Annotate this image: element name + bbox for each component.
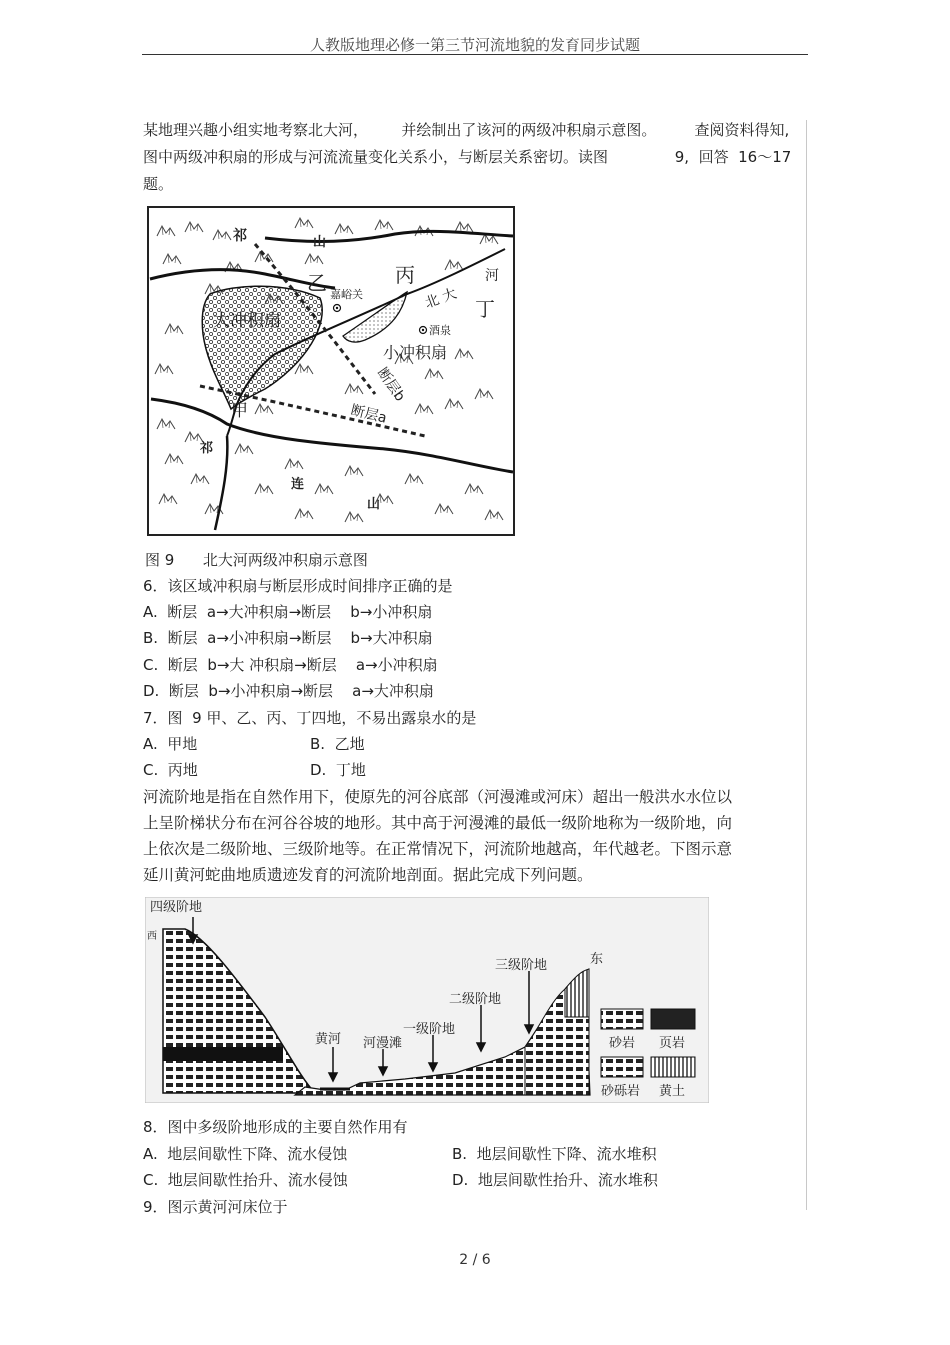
label-he: 河 <box>485 268 499 284</box>
page-number: 2 / 6 <box>459 1252 491 1268</box>
q6-option-b: B. 断层 a→小冲积扇→断层 b→大冲积扇 <box>143 629 433 647</box>
label-west: 西 <box>147 931 157 942</box>
river-terrace-profile <box>145 897 709 1103</box>
label-first-terrace: 一级阶地 <box>403 1022 456 1037</box>
legend-loess-swatch <box>651 1057 695 1077</box>
q8-option-c: C. 地层间歇性抬升、流水侵蚀 <box>143 1171 348 1189</box>
jiayuguan-dot <box>336 307 338 309</box>
q7-option-b: B. 乙地 <box>310 735 365 753</box>
legend-sandstone-swatch <box>601 1009 643 1029</box>
legend-conglomerate: 砂砾岩 <box>601 1084 641 1099</box>
label-shan-bottom: 山 <box>367 497 381 512</box>
label-lian: 连 <box>291 477 305 492</box>
margin-rule <box>806 120 807 1210</box>
q7-stem: 7．图 9 甲、乙、丙、丁四地，不易出露泉水的是 <box>143 709 477 727</box>
label-beida: 北 大 <box>422 285 459 312</box>
q8-option-d: D. 地层间歇性抬升、流水堆积 <box>452 1171 658 1189</box>
west-shale-band <box>163 1047 283 1061</box>
label-bing: 丙 <box>395 263 415 287</box>
q6-option-c: C. 断层 b→大 冲积扇→断层 a→小冲积扇 <box>143 656 438 674</box>
map-caption: 图 9 北大河两级冲积扇示意图 <box>145 551 368 569</box>
legend-loess: 黄土 <box>659 1084 686 1099</box>
intro-line-1: 某地理兴趣小组实地考察北大河， 并绘制出了该河的两级冲积扇示意图。 查阅资料得知, <box>143 121 790 139</box>
legend-shale: 页岩 <box>659 1036 686 1051</box>
label-fault-b: 断层b <box>373 365 408 405</box>
label-third-terrace: 三级阶地 <box>495 958 548 973</box>
passage-line-1: 河流阶地是指在自然作用下，使原先的河谷底部（河漫滩或河床）超出一般洪水水位以 <box>143 788 733 806</box>
q6-option-a: A. 断层 a→大冲积扇→断层 b→小冲积扇 <box>143 603 433 621</box>
label-shan-top: 山 <box>313 235 327 250</box>
legend-sandstone: 砂岩 <box>609 1036 636 1051</box>
label-jia: 甲 <box>231 401 248 421</box>
label-qi: 祁 <box>233 228 247 244</box>
legend-conglomerate-swatch <box>601 1057 643 1077</box>
page-header: 人教版地理必修一第三节河流地貌的发育同步试题 <box>309 36 640 54</box>
label-fourth-terrace: 四级阶地 <box>150 900 203 915</box>
passage-line-4: 延川黄河蛇曲地质遗迹发育的河流阶地剖面。据此完成下列问题。 <box>143 866 593 884</box>
label-jiayuguan: 嘉峪关 <box>330 288 363 301</box>
q9-stem: 9．图示黄河河床位于 <box>143 1198 288 1216</box>
passage-line-2: 上呈阶梯状分布在河谷谷坡的地形。其中高于河漫滩的最低一级阶地称为一级阶地，向 <box>143 814 733 832</box>
header-rule <box>142 54 808 55</box>
label-yi: 乙 <box>307 271 327 295</box>
label-ding: 丁 <box>475 297 495 321</box>
q6-option-d: D. 断层 b→小冲积扇→断层 a→大冲积扇 <box>143 682 434 700</box>
label-fault-a: 断层a <box>349 402 389 427</box>
label-jiuquan: 酒泉 <box>429 324 451 337</box>
alluvial-fan-map <box>145 204 517 538</box>
q7-option-a: A. 甲地 <box>143 735 198 753</box>
label-east: 东 <box>590 952 604 967</box>
intro-line-3: 题。 <box>143 175 174 193</box>
label-qi-2: 祁 <box>200 441 214 456</box>
label-small-fan: 小冲积扇 <box>383 343 448 362</box>
passage-line-3: 上依次是二级阶地、三级阶地等。在正常情况下，河流阶地越高，年代越老。下图示意 <box>143 840 733 858</box>
legend-shale-swatch <box>651 1009 695 1029</box>
q8-option-b: B. 地层间歇性下降、流水堆积 <box>452 1145 657 1163</box>
q7-option-c: C. 丙地 <box>143 761 198 779</box>
q6-stem: 6．该区域冲积扇与断层形成时间排序正确的是 <box>143 577 453 595</box>
label-second-terrace: 二级阶地 <box>449 992 502 1007</box>
q7-option-d: D. 丁地 <box>310 761 366 779</box>
q8-stem: 8．图中多级阶地形成的主要自然作用有 <box>143 1118 408 1136</box>
label-yellow-river: 黄河 <box>315 1032 342 1047</box>
jiuquan-dot <box>422 329 424 331</box>
q8-option-a: A. 地层间歇性下降、流水侵蚀 <box>143 1145 348 1163</box>
label-floodplain: 河漫滩 <box>363 1036 403 1051</box>
intro-line-2: 图中两级冲积扇的形成与河流流量变化关系小，与断层关系密切。读图 9, 回答 16～17 <box>143 148 792 166</box>
label-large-fan: 大冲积扇 <box>213 311 281 331</box>
